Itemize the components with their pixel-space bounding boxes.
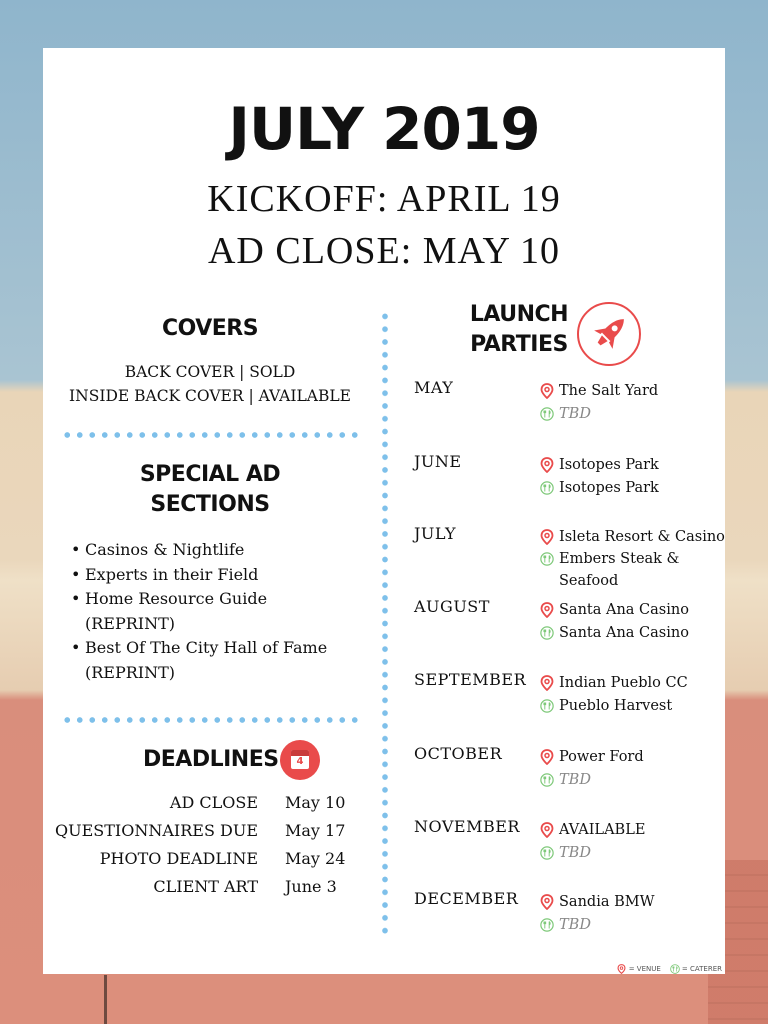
- deadlines-heading: DEADLINES: [143, 747, 279, 772]
- venue-name: Indian Pueblo CC: [559, 675, 688, 691]
- list-item-text: • Home Resource Guide: [85, 589, 268, 608]
- list-item-note: (REPRINT): [85, 613, 176, 633]
- venue-name: Sandia BMW: [559, 894, 655, 910]
- deadline-row: [43, 817, 383, 845]
- background-pole: [104, 975, 107, 1024]
- utensils-icon: [540, 625, 554, 641]
- map-pin-icon: [540, 749, 554, 765]
- launch-heading-line1: LAUNCH: [469, 302, 569, 327]
- deadline-row: [43, 845, 383, 873]
- caterer-name: Pueblo Harvest: [559, 698, 673, 714]
- launch-caterer: [540, 842, 725, 864]
- launch-month-label: MAY: [414, 378, 454, 397]
- deadline-label: QUESTIONNAIRES DUE: [55, 821, 258, 840]
- venue-name: The Salt Yard: [559, 383, 659, 399]
- calendar-icon-number: 4: [296, 756, 304, 767]
- launch-caterer: [540, 914, 725, 936]
- deadline-row: [43, 789, 383, 817]
- legend-venue-label: = VENUE: [628, 965, 661, 973]
- launch-parties-heading: [461, 300, 577, 360]
- launch-month-label: AUGUST: [414, 597, 490, 616]
- caterer-name: Santa Ana Casino: [559, 625, 689, 641]
- map-pin-icon: [540, 894, 554, 910]
- launch-venue: [540, 454, 725, 476]
- launch-month-label: JUNE: [414, 452, 462, 471]
- venue-name: Santa Ana Casino: [559, 602, 689, 618]
- utensils-icon: [540, 480, 554, 496]
- utensils-icon: [540, 406, 554, 422]
- utensils-icon: [670, 964, 680, 974]
- launch-venue: [540, 891, 725, 913]
- list-item-text: Experts in their Field: [85, 564, 259, 584]
- launch-venue: [540, 599, 725, 621]
- special-heading-line2: SECTIONS: [150, 492, 270, 517]
- legend: [617, 964, 722, 974]
- flyer-card: [43, 48, 725, 974]
- list-item-text: • Best Of The City Hall of Fame: [85, 638, 328, 657]
- launch-month-label: SEPTEMBER: [414, 670, 527, 689]
- launch-month-label: JULY: [414, 524, 457, 543]
- list-item: [71, 636, 371, 685]
- utensils-icon: [540, 551, 554, 567]
- map-pin-icon: [540, 675, 554, 691]
- deadline-date: May 17: [285, 821, 346, 840]
- launch-venue: [540, 526, 725, 548]
- deadline-date: June 3: [285, 877, 337, 896]
- venue-name: AVAILABLE: [559, 822, 646, 838]
- caterer-name: TBD: [559, 772, 591, 788]
- launch-venue: [540, 672, 725, 694]
- map-pin-icon: [540, 457, 554, 473]
- deadline-row: [43, 873, 383, 901]
- list-item-note: (REPRINT): [85, 662, 176, 682]
- caterer-name: TBD: [559, 406, 591, 422]
- launch-caterer: [540, 548, 680, 592]
- utensils-icon: [540, 917, 554, 933]
- map-pin-icon: [540, 822, 554, 838]
- launch-venue: [540, 746, 725, 768]
- map-pin-icon: [617, 964, 626, 974]
- horizontal-dotted-divider: [61, 432, 363, 438]
- caterer-name: TBD: [559, 845, 591, 861]
- special-heading-line1: SPECIAL AD: [139, 462, 281, 487]
- horizontal-dotted-divider: [61, 717, 363, 723]
- launch-venue: [540, 819, 725, 841]
- list-item: [71, 538, 371, 563]
- map-pin-icon: [540, 529, 554, 545]
- venue-name: Isotopes Park: [559, 457, 659, 473]
- launch-caterer: [540, 403, 725, 425]
- venue-name: Power Ford: [559, 749, 644, 765]
- launch-caterer: [540, 477, 725, 499]
- special-sections-list: [71, 538, 371, 685]
- deadline-label: AD CLOSE: [169, 793, 258, 812]
- calendar-icon: [280, 740, 320, 780]
- launch-month-label: DECEMBER: [414, 889, 519, 908]
- launch-caterer: [540, 695, 725, 717]
- venue-name: Isleta Resort & Casino: [559, 529, 725, 545]
- list-item-text: Casinos & Nightlife: [85, 540, 245, 559]
- deadline-label: PHOTO DEADLINE: [99, 849, 258, 868]
- list-item: [71, 563, 371, 588]
- utensils-icon: [540, 698, 554, 714]
- ad-close-date: AD CLOSE: MAY 10: [207, 230, 561, 272]
- deadline-date: May 24: [285, 849, 346, 868]
- launch-caterer: [540, 622, 725, 644]
- launch-month-label: OCTOBER: [414, 744, 503, 763]
- utensils-icon: [540, 772, 554, 788]
- caterer-name: Embers Steak & Seafood: [559, 551, 680, 589]
- deadline-date: May 10: [285, 793, 346, 812]
- covers-heading: COVERS: [161, 316, 259, 341]
- caterer-name: Isotopes Park: [559, 480, 659, 496]
- kickoff-date: KICKOFF: APRIL 19: [207, 178, 561, 220]
- covers-line-back: BACK COVER | SOLD: [124, 363, 296, 381]
- deadline-label: CLIENT ART: [153, 877, 258, 896]
- launch-heading-line2: PARTIES: [470, 332, 568, 357]
- legend-caterer-label: = CATERER: [681, 965, 722, 973]
- caterer-name: TBD: [559, 917, 591, 933]
- page-title: JULY 2019: [228, 95, 540, 163]
- launch-venue: [540, 380, 725, 402]
- special-sections-heading: [43, 460, 377, 520]
- list-item: [71, 587, 371, 636]
- launch-month-label: NOVEMBER: [414, 817, 520, 836]
- rocket-icon: [577, 302, 641, 366]
- map-pin-icon: [540, 383, 554, 399]
- covers-line-inside-back: INSIDE BACK COVER | AVAILABLE: [69, 387, 351, 405]
- utensils-icon: [540, 845, 554, 861]
- map-pin-icon: [540, 602, 554, 618]
- launch-caterer: [540, 769, 725, 791]
